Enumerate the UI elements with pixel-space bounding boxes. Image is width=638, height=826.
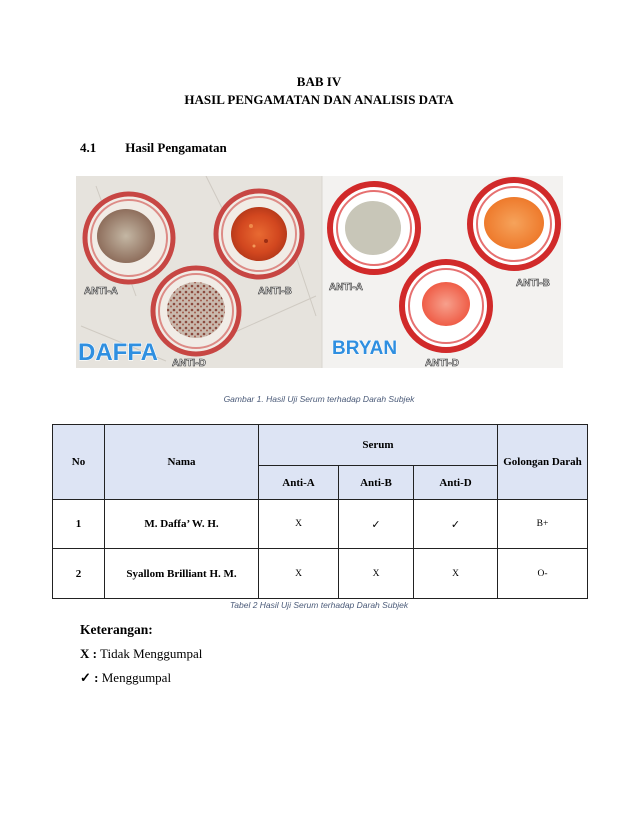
table-row — [53, 500, 588, 549]
daffa-label-anti-d: ANTI-D — [172, 358, 206, 368]
row-anti-a: X — [259, 500, 339, 549]
legend-symbol: ✓ : — [80, 670, 99, 685]
header-serum: Serum — [259, 425, 498, 466]
daffa-label-anti-b: ANTI-B — [258, 286, 292, 297]
chapter-title: HASIL PENGAMATAN DAN ANALISIS DATA — [184, 92, 454, 107]
header-anti-d: Anti-D — [414, 466, 498, 500]
row-nama: Syallom Brilliant H. M. — [105, 549, 259, 599]
header-nama: Nama — [105, 425, 259, 500]
legend-item — [80, 670, 171, 686]
legend-title: Keterangan: — [80, 622, 153, 637]
table-caption: Tabel 2 Hasil Uji Serum terhadap Darah Subjek — [229, 600, 409, 610]
legend-symbol: X : — [80, 646, 97, 661]
blood-test-photo — [76, 176, 563, 368]
bryan-label-anti-b: ANTI-B — [516, 278, 550, 289]
header-golongan-darah: Golongan Darah — [498, 425, 588, 500]
legend-text: Tidak Menggumpal — [99, 646, 203, 661]
legend-text: Menggumpal — [101, 670, 172, 685]
header-no: No — [53, 425, 105, 500]
legend-item — [80, 646, 202, 662]
serum-result-table — [52, 424, 588, 599]
row-nama: M. Daffa’ W. H. — [105, 500, 259, 549]
row-anti-b: ✓ — [339, 500, 414, 549]
bryan-anti-d-drop — [402, 262, 490, 350]
bryan-label-anti-d: ANTI-D — [425, 358, 459, 368]
header-anti-a: Anti-A — [259, 466, 339, 500]
row-anti-b: X — [339, 549, 414, 599]
row-anti-a: X — [259, 549, 339, 599]
bryan-label-anti-a: ANTI-A — [329, 282, 363, 293]
header-anti-b: Anti-B — [339, 466, 414, 500]
section-title: Hasil Pengamatan — [125, 140, 227, 155]
row-anti-d: X — [414, 549, 498, 599]
chapter-heading: BAB IV — [296, 74, 342, 89]
section-heading — [80, 140, 227, 156]
bryan-name-label: BRYAN — [332, 338, 398, 359]
daffa-anti-d-drop — [153, 268, 239, 354]
table-row — [53, 549, 588, 599]
row-no: 2 — [53, 549, 105, 599]
figure-caption: Gambar 1. Hasil Uji Serum terhadap Darah Subjek — [223, 394, 415, 404]
row-no: 1 — [53, 500, 105, 549]
row-golongan: O- — [498, 549, 588, 599]
row-anti-d: ✓ — [414, 500, 498, 549]
daffa-name-label: DAFFA — [78, 339, 158, 366]
daffa-anti-a-drop — [85, 194, 173, 282]
daffa-label-anti-a: ANTI-A — [84, 286, 118, 297]
daffa-anti-b-drop — [216, 191, 302, 277]
row-golongan: B+ — [498, 500, 588, 549]
bryan-anti-a-drop — [330, 184, 418, 272]
bryan-anti-b-drop — [470, 180, 558, 268]
section-number: 4.1 — [80, 140, 97, 155]
